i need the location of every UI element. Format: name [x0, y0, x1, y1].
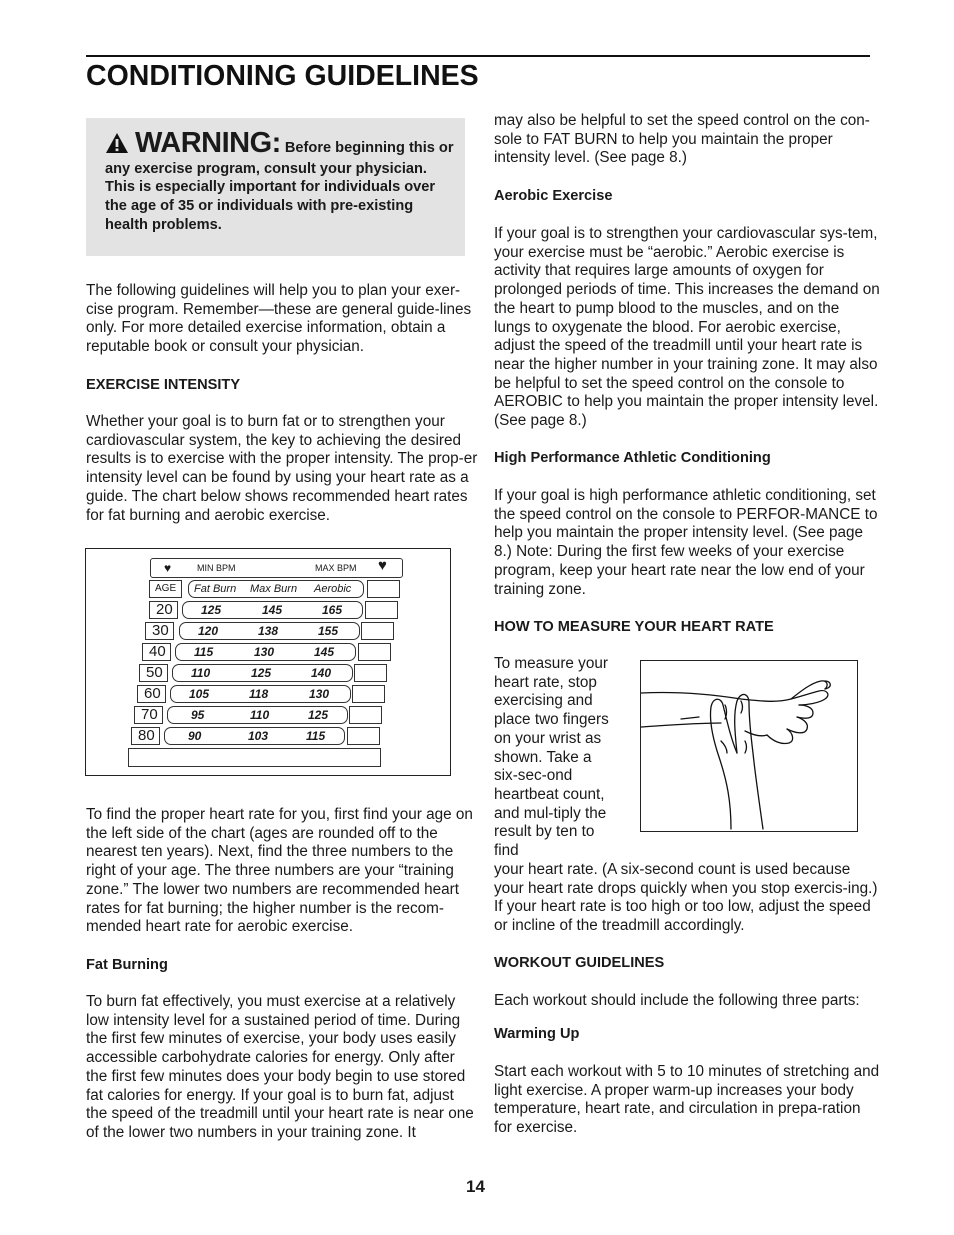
hpac-body — [494, 487, 880, 599]
hpac-text: If your goal is high performance athletic conditioning, set the speed control on the console to PERFOR-MANCE to help you maintain the proper intensity level. (See page 8.) Note: During the first few weeks of your exercise program, keep your heart rate near the low end of your training zone. — [494, 487, 878, 598]
intro-paragraph — [86, 282, 478, 357]
chart-header-bar — [150, 558, 403, 578]
chart-side-box — [365, 601, 398, 619]
max-burn-value: 110 — [250, 708, 270, 722]
max-burn-column-label: Max Burn — [250, 583, 298, 595]
hpac-heading: High Performance Athletic Conditioning — [494, 450, 771, 466]
chart-row — [175, 643, 356, 661]
continuation-text: may also be helpful to set the speed control on the con-sole to FAT BURN to help you maintain the proper intensity level. (See page 8.) — [494, 112, 870, 167]
aerobic-value: 145 — [314, 645, 335, 659]
chart-row — [182, 601, 363, 619]
chart-side-box — [367, 580, 400, 598]
wrist-pulse-illustration — [641, 661, 857, 831]
age-cell: 80 — [131, 727, 160, 745]
fat-burning-section — [86, 956, 478, 975]
measure-body-narrow — [494, 655, 610, 861]
aerobic-value: 140 — [311, 666, 332, 680]
max-burn-value: 145 — [262, 603, 283, 617]
warning-message: Before beginning this or any exercise program, consult your physician. This is especially important for individuals over the age of 35 or individuals with pre-existing health problems. — [105, 140, 454, 233]
aerobic-value: 130 — [309, 687, 330, 701]
page-number: 14 — [466, 1177, 485, 1196]
page-title: CONDITIONING GUIDELINES — [86, 60, 479, 92]
aerobic-value: 115 — [306, 729, 326, 743]
small-heart-icon: ♥ — [164, 561, 172, 575]
workout-section — [494, 954, 880, 973]
aerobic-body — [494, 225, 880, 431]
fat-burn-value: 90 — [188, 729, 202, 743]
wrist-pulse-figure — [640, 660, 858, 832]
warning-text-block — [105, 127, 455, 235]
warmup-heading: Warming Up — [494, 1026, 580, 1042]
fat-burning-heading: Fat Burning — [86, 957, 168, 973]
warning-triangle-icon — [105, 132, 129, 160]
chart-row — [164, 727, 345, 745]
chart-side-box — [361, 622, 394, 640]
age-cell: 20 — [149, 601, 178, 619]
fat-burn-value: 110 — [191, 666, 211, 680]
age-cell: 50 — [139, 664, 168, 682]
find-rate-paragraph — [86, 806, 478, 937]
chart-row — [172, 664, 353, 682]
measure-body-wide — [494, 861, 880, 936]
hpac-section — [494, 449, 880, 468]
workout-body — [494, 992, 880, 1011]
chart-side-box — [352, 685, 385, 703]
warning-word: WARNING: — [135, 127, 281, 159]
column-header-row — [188, 580, 364, 598]
workout-heading: WORKOUT GUIDELINES — [494, 955, 665, 971]
min-bpm-label: MIN BPM — [197, 563, 236, 573]
fat-burning-body — [86, 993, 478, 1143]
workout-text: Each workout should include the following three parts: — [494, 992, 860, 1009]
age-cell: 40 — [142, 643, 171, 661]
fat-burn-value: 95 — [191, 708, 205, 722]
age-column-label: AGE — [149, 580, 182, 598]
age-cell: 70 — [134, 706, 163, 724]
chart-side-box — [349, 706, 382, 724]
fat-burn-value: 120 — [198, 624, 219, 638]
aerobic-value: 165 — [322, 603, 343, 617]
continuation-paragraph — [494, 112, 880, 168]
exercise-intensity-text: Whether your goal is to burn fat or to strengthen your cardiovascular system, the key to achieving the desired results is to exercise with the proper intensity. The prop-er intensity level can be found by using your heart rate as a guide. The chart below shows recommended heart rates for fat burning and aerobic exercise. — [86, 413, 478, 524]
fat-burning-text: To burn fat effectively, you must exercise at a relatively low intensity level for a sustained period of time. During the first few minutes of exercise, your body uses easily accessible carbohydrate calories for energy. Only after the first few minutes does your body begin to use stored fat calories for energy. If your goal is to burn fat, adjust the speed of the treadmill until your heart rate is near one of the lower two numbers in your training zone. It — [86, 993, 474, 1141]
fat-burn-value: 105 — [189, 687, 210, 701]
fat-burn-value: 115 — [194, 645, 214, 659]
exercise-intensity-section — [86, 376, 478, 395]
max-burn-value: 125 — [251, 666, 272, 680]
find-rate-text: To find the proper heart rate for you, first find your age on the left side of the chart (ages are rounded off to the nearest ten years). Next, find the three numbers to the right of your age. The three numbers are your “training zone.” The lower two numbers are recommended heart rates for fat burning; the higher number is the recom-mended heart rate for aerobic exercise. — [86, 806, 473, 936]
chart-row — [179, 622, 360, 640]
chart-side-box — [358, 643, 391, 661]
measure-section — [494, 618, 880, 637]
age-cell: 30 — [145, 622, 174, 640]
chart-side-box — [354, 664, 387, 682]
max-burn-value: 130 — [254, 645, 275, 659]
header-spacer — [369, 558, 402, 578]
measure-text-narrow: To measure your heart rate, stop exercising and place two fingers on your wrist as shown. Take a six-sec-ond heartbeat count, and mul-tiply the result by ten to find — [494, 655, 609, 860]
aerobic-heading: Aerobic Exercise — [494, 188, 613, 204]
chart-side-box — [347, 727, 380, 745]
warmup-text: Start each workout with 5 to 10 minutes of stretching and light exercise. A proper warm-up increases your body temperature, heart rate, and circulation in prepa-ration for exercise. — [494, 1063, 880, 1137]
measure-text-wide: your heart rate. (A six-second count is used because your heart rate drops quickly when you stop exercis-ing.) If your heart rate is too high or too low, adjust the speed or incline of the treadmill accordingly. — [494, 861, 878, 935]
max-bpm-label: MAX BPM — [315, 563, 357, 573]
heart-rate-chart — [85, 548, 451, 776]
warmup-section — [494, 1025, 880, 1044]
aerobic-section — [494, 187, 880, 206]
aerobic-text: If your goal is to strengthen your cardiovascular sys-tem, your exercise must be “aerobic.” Aerobic exercise is activity that requires large amounts of oxygen for prolonged periods of time. This increases the demand on the heart to pump blood to the muscles, and on the lungs to oxygenate the blood. For aerobic exercise, adjust the speed of the treadmill until your heart rate is near the higher number in your training zone. It may also be helpful to set the speed control on the console to AEROBIC to help you maintain the proper intensity level. (See page 8.) — [494, 225, 880, 430]
max-burn-value: 118 — [249, 687, 269, 701]
title-rule — [86, 55, 870, 57]
chart-bottom-box — [128, 748, 381, 767]
chart-row — [167, 706, 348, 724]
exercise-intensity-heading: EXERCISE INTENSITY — [86, 377, 241, 393]
max-burn-value: 138 — [258, 624, 279, 638]
warning-box — [86, 118, 465, 256]
exercise-intensity-body — [86, 413, 478, 525]
measure-heading: HOW TO MEASURE YOUR HEART RATE — [494, 619, 774, 635]
fat-burn-column-label: Fat Burn — [194, 583, 237, 595]
max-burn-value: 103 — [248, 729, 269, 743]
chart-row — [170, 685, 351, 703]
aerobic-value: 125 — [308, 708, 329, 722]
large-heart-icon: ♥ — [378, 557, 387, 574]
aerobic-column-label: Aerobic — [314, 583, 352, 595]
age-cell: 60 — [137, 685, 166, 703]
warmup-body — [494, 1063, 880, 1138]
intro-text: The following guidelines will help you to plan your exer-cise program. Remember—these are general guide-lines only. For more detailed exercise information, obtain a reputable book or consult your physician. — [86, 282, 472, 356]
fat-burn-value: 125 — [201, 603, 222, 617]
aerobic-value: 155 — [318, 624, 339, 638]
